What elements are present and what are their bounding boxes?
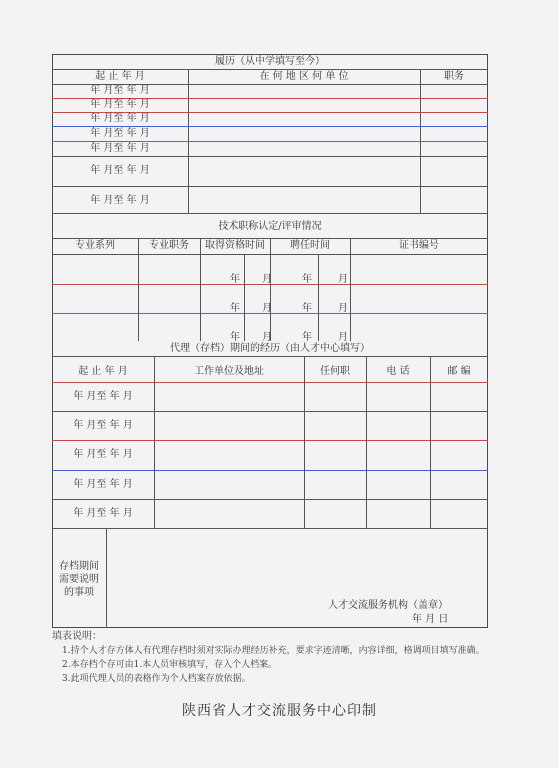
notes-title: 填表说明： — [52, 631, 102, 642]
divider — [52, 440, 488, 441]
divider — [52, 186, 488, 187]
tech-year-label: 年 — [302, 303, 312, 314]
divider — [366, 356, 367, 528]
resume-row: 年 月至 年 月 — [90, 128, 150, 139]
divider — [52, 141, 488, 142]
divider — [350, 238, 351, 341]
notes-item: 2.本存档个存可由1.本人员审核填写，存入个人档案。 — [62, 660, 278, 670]
resume-row: 年 月至 年 月 — [90, 195, 150, 206]
agency-header-position: 任何职 — [320, 366, 350, 377]
resume-row: 年 月至 年 月 — [90, 85, 150, 96]
divider — [154, 356, 155, 528]
agency-header-period: 起 止 年 月 — [78, 366, 128, 377]
divider — [318, 254, 319, 341]
resume-header-unit: 在 何 地 区 何 单 位 — [259, 71, 349, 82]
divider — [52, 126, 488, 127]
tech-year-label: 年 — [230, 303, 240, 314]
divider — [52, 528, 488, 529]
resume-row: 年 月至 年 月 — [90, 113, 150, 124]
divider — [138, 238, 139, 341]
divider — [244, 254, 245, 341]
agency-title: 代理（存档）期间的经历（由人才中心填写） — [170, 343, 370, 354]
divider — [430, 356, 431, 528]
divider — [52, 356, 488, 357]
agency-row: 年 月至 年 月 — [73, 449, 133, 460]
footer-printer: 陕西省人才交流服务中心印制 — [182, 703, 377, 719]
tech-year-label: 年 — [230, 274, 240, 285]
resume-row: 年 月至 年 月 — [90, 165, 150, 176]
tech-year-label: 年 — [302, 332, 312, 343]
divider — [52, 69, 488, 70]
remarks-org: 人才交流服务机构（盖章） — [328, 600, 448, 611]
tech-header-qualified-date: 取得资格时间 — [205, 240, 265, 251]
divider — [52, 382, 488, 383]
divider — [270, 238, 271, 341]
tech-month-label: 月 — [262, 274, 272, 285]
remarks-date: 年 月 日 — [412, 614, 449, 625]
divider — [52, 213, 488, 214]
divider — [52, 470, 488, 471]
agency-header-unit: 工作单位及地址 — [194, 366, 264, 377]
divider — [52, 411, 488, 412]
tech-header-certificate: 证书编号 — [399, 240, 439, 251]
agency-row: 年 月至 年 月 — [73, 479, 133, 490]
resume-row: 年 月至 年 月 — [90, 99, 150, 110]
agency-row: 年 月至 年 月 — [73, 420, 133, 431]
divider — [304, 356, 305, 528]
tech-month-label: 月 — [338, 303, 348, 314]
tech-header-duty: 专业职务 — [149, 240, 189, 251]
resume-header-period: 起 止 年 月 — [95, 71, 145, 82]
divider — [200, 238, 201, 341]
tech-year-label: 年 — [302, 274, 312, 285]
notes-item: 1.持个人才存方体人有代理存档时须对实际办理经历补充，要求字迹清晰，内容详细，格调项目填写准确。 — [62, 646, 485, 656]
notes-item: 3.此项代理人员的表格作为个人档案存放依据。 — [62, 674, 251, 684]
tech-month-label: 月 — [338, 274, 348, 285]
agency-row: 年 月至 年 月 — [73, 508, 133, 519]
tech-header-series: 专业系列 — [75, 240, 115, 251]
tech-month-label: 月 — [262, 303, 272, 314]
divider — [52, 499, 488, 500]
remarks-label: 存档期间需要说明的事项 — [59, 561, 99, 598]
tech-month-label: 月 — [338, 332, 348, 343]
tech-year-label: 年 — [230, 332, 240, 343]
tech-month-label: 月 — [262, 332, 272, 343]
resume-header-position: 职务 — [444, 71, 464, 82]
fill-notes — [52, 630, 485, 686]
agency-header-postcode: 邮 编 — [447, 366, 471, 377]
tech-header-hired-date: 聘任时间 — [290, 240, 330, 251]
resume-row: 年 月至 年 月 — [90, 143, 150, 154]
agency-header-phone: 电 话 — [386, 366, 410, 377]
resume-title: 履历（从中学填写至今） — [215, 56, 325, 67]
agency-row: 年 月至 年 月 — [73, 391, 133, 402]
divider — [52, 156, 488, 157]
divider — [106, 528, 107, 628]
tech-title: 技术职称认定/评审情况 — [218, 221, 322, 232]
